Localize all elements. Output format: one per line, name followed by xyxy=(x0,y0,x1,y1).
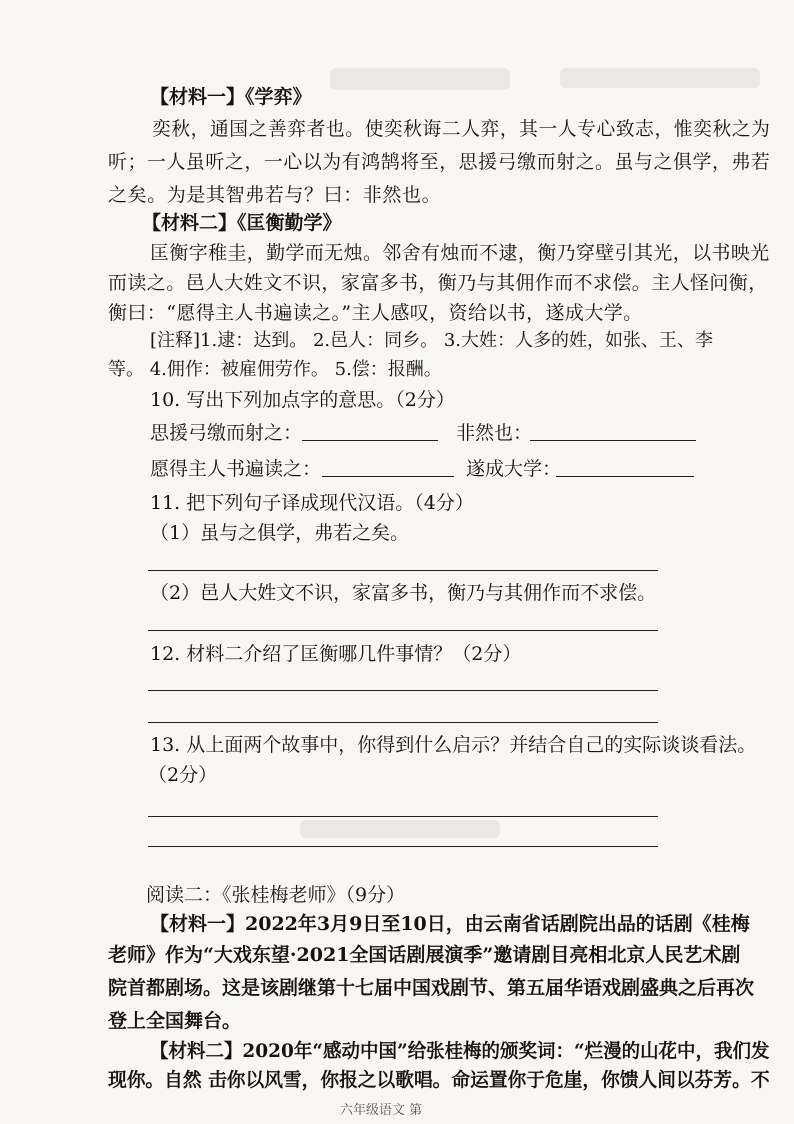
q12-answer-line[interactable] xyxy=(148,690,658,691)
q10-item-label: 非然也： xyxy=(456,422,533,444)
material2-line: 而读之。邑人大姓文不识，家富多书，衡乃与其佣作而不求偿。主人怪问衡， xyxy=(108,272,768,294)
scan-smudge xyxy=(560,68,760,88)
q13-answer-line[interactable] xyxy=(148,816,658,817)
notes-line: 等。 4.佣作：被雇佣劳作。 5.偿：报酬。 xyxy=(108,359,442,380)
question-10: 10. 写出下列加点字的意思。（2分） xyxy=(150,389,455,411)
question-13-line1: 13. 从上面两个故事中，你得到什么启示？并结合自己的实际谈谈看法。 xyxy=(150,734,757,756)
q10-answer-blank[interactable] xyxy=(302,440,438,441)
scan-smudge xyxy=(300,820,500,838)
scan-smudge xyxy=(330,68,510,90)
question-12: 12. 材料二介绍了匡衡哪几件事情？（2分） xyxy=(150,643,522,665)
material1-line: 奕秋，通国之善弈者也。使奕秋诲二人弈，其一人专心致志，惟奕秋之为 xyxy=(152,118,771,140)
question-13-line2: （2分） xyxy=(148,764,218,786)
q10-answer-blank[interactable] xyxy=(322,476,454,477)
reading2-heading: 阅读二：《张桂梅老师》（9分） xyxy=(146,884,406,906)
reading2-material1-line: 登上全国舞台。 xyxy=(108,1010,242,1032)
q11-answer-line[interactable] xyxy=(148,570,658,571)
reading2-material1-line: 院首都剧场。这是该剧继第十七届中国戏剧节、第五届华语戏剧盛典之后再次 xyxy=(108,977,755,999)
material2-line: 衡曰：“愿得主人书遍读之。”主人感叹，资给以书，遂成大学。 xyxy=(108,302,643,324)
q10-answer-blank[interactable] xyxy=(530,440,696,441)
reading2-material1-line: 老师》作为“大戏东望·2021全国话剧展演季”邀请剧目亮相北京人民艺术剧 xyxy=(108,944,741,966)
material2-title: 【材料二】《匡衡勤学》 xyxy=(142,212,342,234)
q10-item-label: 思援弓缴而射之： xyxy=(150,422,303,444)
material2-line: 匡衡字稚圭，勤学而无烛。邻舍有烛而不逮，衡乃穿壁引其光，以书映光 xyxy=(150,242,770,264)
question-11: 11. 把下列句子译成现代汉语。（4分） xyxy=(150,492,474,514)
q10-item-label: 遂成大学： xyxy=(466,458,562,480)
q10-item-label: 愿得主人书遍读之： xyxy=(150,458,322,480)
material1-title: 【材料一】《学弈》 xyxy=(150,86,312,108)
q11-answer-line[interactable] xyxy=(148,630,658,631)
q11-sentence-2: （2）邑人大姓文不识，家富多书，衡乃与其佣作而不求偿。 xyxy=(150,582,657,604)
reading2-material2-line: 现你。自然 击你以风雪，你报之以歌唱。命运置你于危崖，你馈人间以芬芳。不 xyxy=(108,1069,770,1091)
q12-answer-line[interactable] xyxy=(148,722,658,723)
material1-line: 听；一人虽听之，一心以为有鸿鹄将至，思援弓缴而射之。虽与之俱学，弗若 xyxy=(108,151,771,173)
reading2-material2-line: 【材料二】2020年“感动中国”给张桂梅的颁奖词：“烂漫的山花中，我们发 xyxy=(150,1040,770,1062)
page-footer: 六年级语文 第 xyxy=(340,1103,423,1118)
material1-line: 之矣。为是其智弗若与？曰：非然也。 xyxy=(108,184,442,206)
q13-answer-line[interactable] xyxy=(148,846,658,847)
q10-answer-blank[interactable] xyxy=(556,476,694,477)
reading2-material1-line: 【材料一】2022年3月9日至10日，由云南省话剧院出品的话剧《桂梅 xyxy=(150,913,750,935)
q11-sentence-1: （1）虽与之俱学，弗若之矣。 xyxy=(150,522,410,544)
notes-line: [注释]1.逮：达到。 2.邑人：同乡。 3.大姓：人多的姓，如张、王、李 xyxy=(150,330,714,351)
